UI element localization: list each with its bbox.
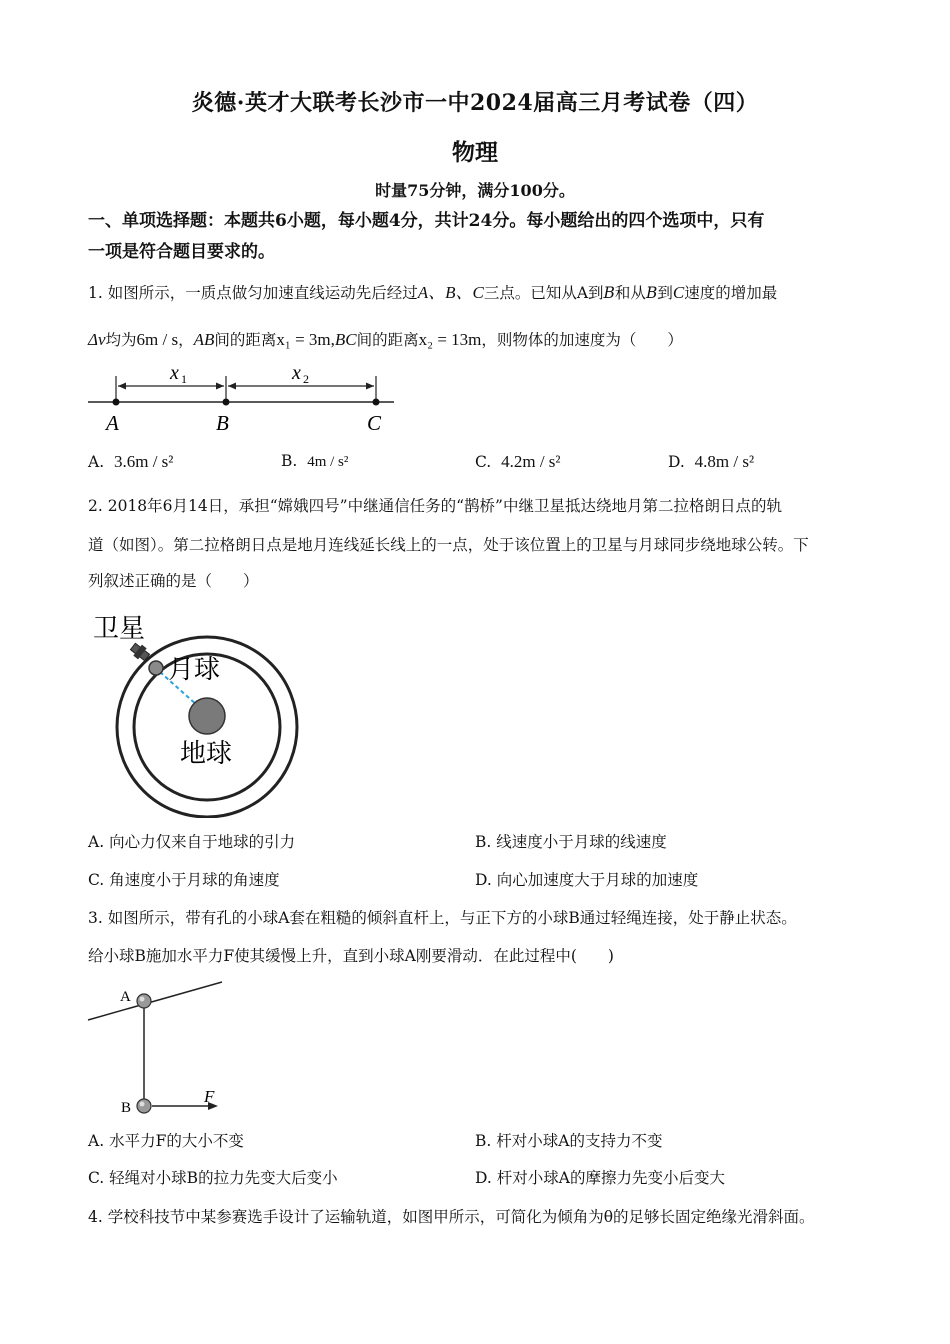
q1-option-a <box>88 452 173 472</box>
q1-line1-d: 到 <box>657 284 673 302</box>
q2-label-satellite: 卫星 <box>93 614 146 644</box>
q3-ball-b-highlight <box>140 1102 145 1107</box>
q1-point-b <box>223 399 230 406</box>
q3-option-c-value: 轻绳对小球B的拉力先变大后变小 <box>109 1169 338 1187</box>
q2-line2: 道（如图）。第二拉格朗日点是地月连线延长线上的一点，处于该位置上的卫星与月球同步绕地球公转。下 <box>88 536 809 554</box>
q1-line1-e: 速度的增加最 <box>684 284 778 302</box>
q1-x1-arrowhead-right <box>216 383 224 390</box>
q1-points: A、B、C <box>417 283 484 302</box>
q3-option-c <box>88 1166 338 1188</box>
q2-option-a <box>88 830 295 852</box>
q2-option-d <box>475 868 698 890</box>
q3-option-a <box>88 1129 244 1151</box>
q3-option-b-value: 杆对小球A的支持力不变 <box>496 1132 663 1150</box>
q1-option-c-key: C. <box>475 453 492 471</box>
q2-earth <box>189 698 225 734</box>
q2-line1: 2. 2018年6月14日，承担“嫦娥四号”中继通信任务的“鹊桥”中继卫星抵达绕地月第二拉格朗日点的轨 <box>88 497 782 515</box>
q1-line1 <box>88 278 777 303</box>
q2-option-c <box>88 868 280 890</box>
q1-option-b-value: 4m / s² <box>307 454 349 470</box>
q1-option-d <box>668 452 754 472</box>
q2-option-c-value: 角速度小于月球的角速度 <box>109 871 280 889</box>
q3-option-c-key: C. <box>88 1169 105 1187</box>
q1-b1: B <box>603 284 615 302</box>
q1-line2-b: ， <box>178 331 194 349</box>
q1-point-c <box>373 399 380 406</box>
q1-line2-c: 间的距离 <box>214 331 277 349</box>
q3-ball-b <box>137 1099 151 1113</box>
q1-c: C <box>672 283 685 302</box>
q1-x2-arrowhead-left <box>228 383 236 390</box>
q1-line2-e: ，则物体的加速度为（ ） <box>481 331 683 349</box>
q1-dv: Δv <box>88 330 106 349</box>
q2-figure <box>88 606 313 818</box>
q1-fig-x2-sub: 2 <box>303 372 309 386</box>
subject-title: 物理 <box>452 139 498 166</box>
q1-option-a-value: 3.6m / s² <box>113 452 174 471</box>
q1-x2-eq: x₂ = 13m <box>418 330 482 349</box>
q3-option-d <box>475 1166 725 1188</box>
q1-option-d-value: 4.8m / s² <box>694 452 755 471</box>
q2-option-a-value: 向心力仅来自于地球的引力 <box>109 833 296 851</box>
q1-option-b <box>281 452 348 471</box>
q2-option-c-key: C. <box>88 871 105 889</box>
q3-line1: 3. 如图所示，带有孔的小球A套在粗糙的倾斜直杆上，与正下方的小球B通过轻绳连接，处于静止状态。 <box>88 909 797 927</box>
q1-dv-value: 6m / s <box>136 330 179 349</box>
q3-option-b-key: B. <box>475 1132 492 1150</box>
q3-option-d-value: 杆对小球A的摩擦力先变小后变大 <box>496 1169 725 1187</box>
q3-label-b: B <box>121 1100 132 1116</box>
q3-ball-a-highlight <box>140 997 145 1002</box>
q3-option-b <box>475 1129 662 1151</box>
q2-option-b-value: 线速度小于月球的线速度 <box>496 833 667 851</box>
q2-option-d-key: D. <box>475 871 492 889</box>
q2-moon <box>149 661 163 675</box>
q3-option-a-value: 水平力F的大小不变 <box>109 1132 244 1150</box>
q1-option-c-value: 4.2m / s² <box>501 452 561 471</box>
q1-x1-arrowhead-left <box>118 383 126 390</box>
section1-heading-line2: 一项是符合题目要求的。 <box>88 242 275 262</box>
q2-label-moon: 月球 <box>168 655 221 685</box>
q3-option-a-key: A. <box>88 1132 105 1150</box>
q1-fig-x1-sub: 1 <box>181 372 187 386</box>
q2-line3: 列叙述正确的是（ ） <box>88 572 259 590</box>
q1-fig-label-b: B <box>216 411 229 435</box>
q1-x1-eq: x₁ = 3m, <box>276 330 335 349</box>
q1-option-a-key: A. <box>88 453 105 471</box>
q1-bc: BC <box>334 330 357 349</box>
q3-rod <box>88 982 222 1020</box>
q2-option-d-value: 向心加速度大于月球的加速度 <box>496 871 699 889</box>
q1-x2-arrowhead-right <box>366 383 374 390</box>
section1-heading-line1: 一、单项选择题：本题共6小题，每小题4分，共计24分。每小题给出的四个选项中，只有 <box>88 211 765 231</box>
q3-label-a: A <box>120 989 131 1005</box>
q3-figure <box>86 978 231 1120</box>
q1-option-b-key: B. <box>281 452 298 470</box>
q1-line1-a: 1. 如图所示，一质点做匀加速直线运动先后经过 <box>88 284 418 302</box>
q1-option-d-key: D. <box>668 453 685 471</box>
q3-ball-a <box>137 994 151 1008</box>
q1-line1-c: 和从 <box>614 284 646 302</box>
q4-line1: 4. 学校科技节中某参赛选手设计了运输轨道，如图甲所示，可简化为倾角为θ的足够长固定绝缘光滑斜面。 <box>88 1208 815 1226</box>
q1-option-c <box>475 452 561 472</box>
q3-option-d-key: D. <box>475 1169 492 1187</box>
q3-label-f: F <box>204 1087 215 1106</box>
q1-ab: AB <box>193 330 215 349</box>
q1-line2 <box>88 328 683 350</box>
q1-fig-label-c: C <box>367 411 382 435</box>
q1-fig-x1: x <box>170 362 179 384</box>
q2-option-b-key: B. <box>475 833 492 851</box>
time-info: 时量75分钟，满分100分。 <box>375 181 575 200</box>
q1-figure <box>86 362 398 438</box>
q1-line1-b: 三点。已知从A到 <box>483 284 604 302</box>
exam-title: 炎德·英才大联考长沙市一中2024届高三月考试卷（四） <box>191 90 759 116</box>
q3-line2: 给小球B施加水平力F使其缓慢上升，直到小球A刚要滑动．在此过程中( ) <box>88 947 614 965</box>
q1-fig-x2: x <box>292 362 301 384</box>
q1-fig-label-a: A <box>106 411 119 435</box>
q2-option-a-key: A. <box>88 833 105 851</box>
q2-option-b <box>475 830 667 852</box>
q1-line2-d: 间的距离 <box>356 331 419 349</box>
q1-line2-a: 均为 <box>105 331 137 349</box>
q1-point-a <box>113 399 120 406</box>
q2-label-earth: 地球 <box>180 739 233 769</box>
q1-b2: B <box>645 284 658 302</box>
